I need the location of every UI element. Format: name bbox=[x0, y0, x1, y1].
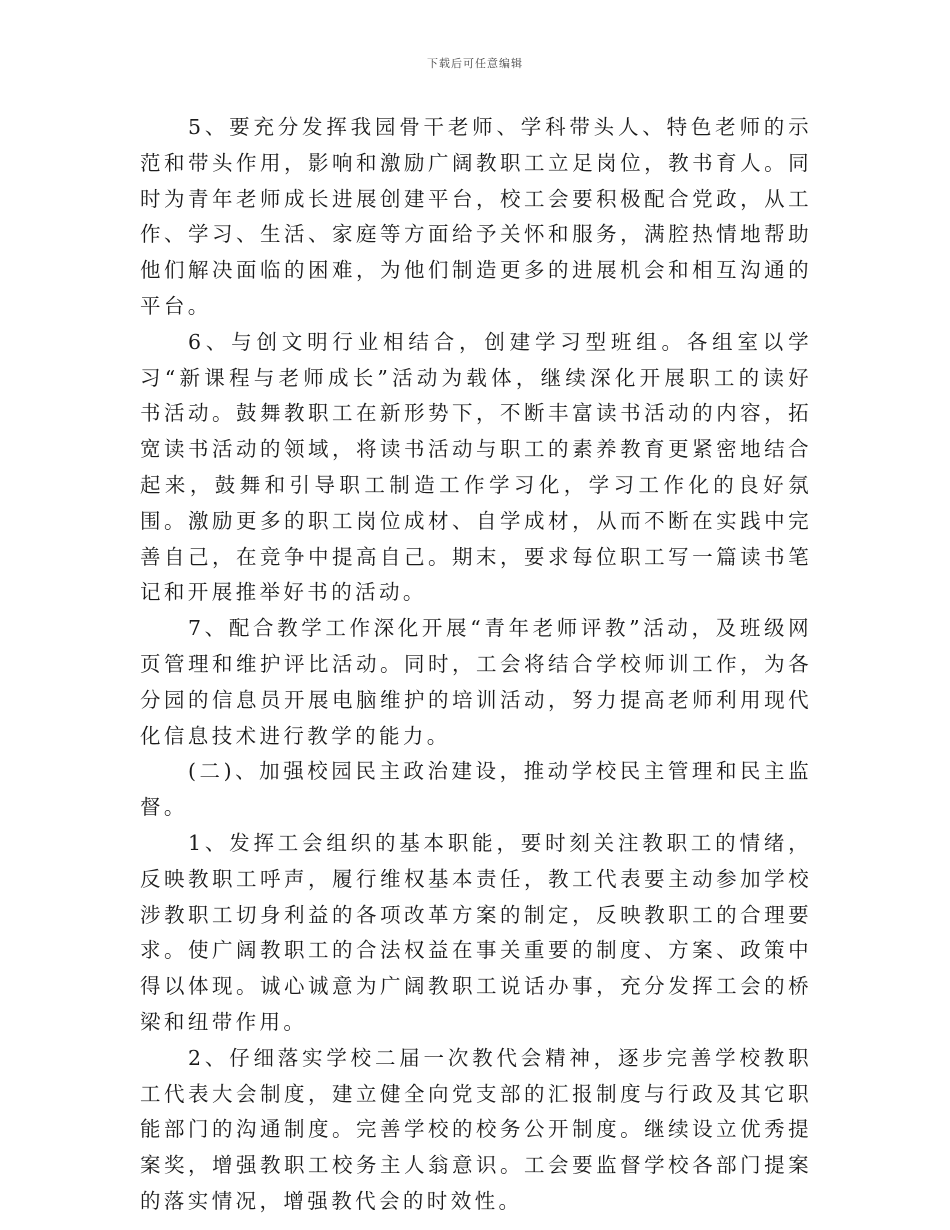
paragraph-item-1-union-functions: 1、发挥工会组织的基本职能，要时刻关注教职工的情绪，反映教职工呼声，履行维权基本责任，教工代表要主动参加学校涉教职工切身利益的各项改革方案的制定，反映教职工的合理要求。使广阔教职工的合法权益在事关重要的制度、方案、政策中得以体现。诚心诚意为广阔教职工说话办事，充分发挥工会的桥梁和纽带作用。 bbox=[140, 830, 812, 1034]
paragraph-item-7-teacher-evaluation: 7、配合教学工作深化开展“青年老师评教”活动，及班级网页管理和维护评比活动。同时，工会将结合学校师训工作，为各分园的信息员开展电脑维护的培训活动，努力提高老师利用现代化信息技术进行教学的能力。 bbox=[140, 616, 812, 748]
paragraph-item-5-mentors: 5、要充分发挥我园骨干老师、学科带头人、特色老师的示范和带头作用，影响和激励广阔教职工立足岗位，教书育人。同时为青年老师成长进展创建平台，校工会要积极配合党政，从工作、学习、生活、家庭等方面给予关怀和服务，满腔热情地帮助他们解决面临的困难，为他们制造更多的进展机会和相互沟通的平台。 bbox=[140, 115, 812, 318]
paragraph-item-2-staff-congress: 2、仔细落实学校二届一次教代会精神，逐步完善学校教职工代表大会制度，建立健全向党支部的汇报制度与行政及其它职能部门的沟通制度。完善学校的校务公开制度。继续设立优秀提案奖，增强教职工校务主人翁意识。工会要监督学校各部门提案的落实情况，增强教代会的时效性。 bbox=[140, 1045, 812, 1213]
page-header: 下载后可任意编辑 bbox=[427, 57, 523, 70]
section-heading-democracy: (二)、加强校园民主政治建设，推动学校民主管理和民主监督。 bbox=[140, 759, 812, 820]
paragraph-item-6-learning-teams: 6、与创文明行业相结合，创建学习型班组。各组室以学习“新课程与老师成长”活动为载体，继续深化开展职工的读好书活动。鼓舞教职工在新形势下，不断丰富读书活动的内容，拓宽读书活动的领域，将读书活动与职工的素养教育更紧密地结合起来，鼓舞和引导职工制造工作学习化，学习工作化的良好氛围。激励更多的职工岗位成材、自学成材，从而不断在实践中完善自己，在竞争中提高自己。期末，要求每位职工写一篇读书笔记和开展推举好书的活动。 bbox=[140, 329, 812, 605]
document-body bbox=[140, 110, 812, 1220]
